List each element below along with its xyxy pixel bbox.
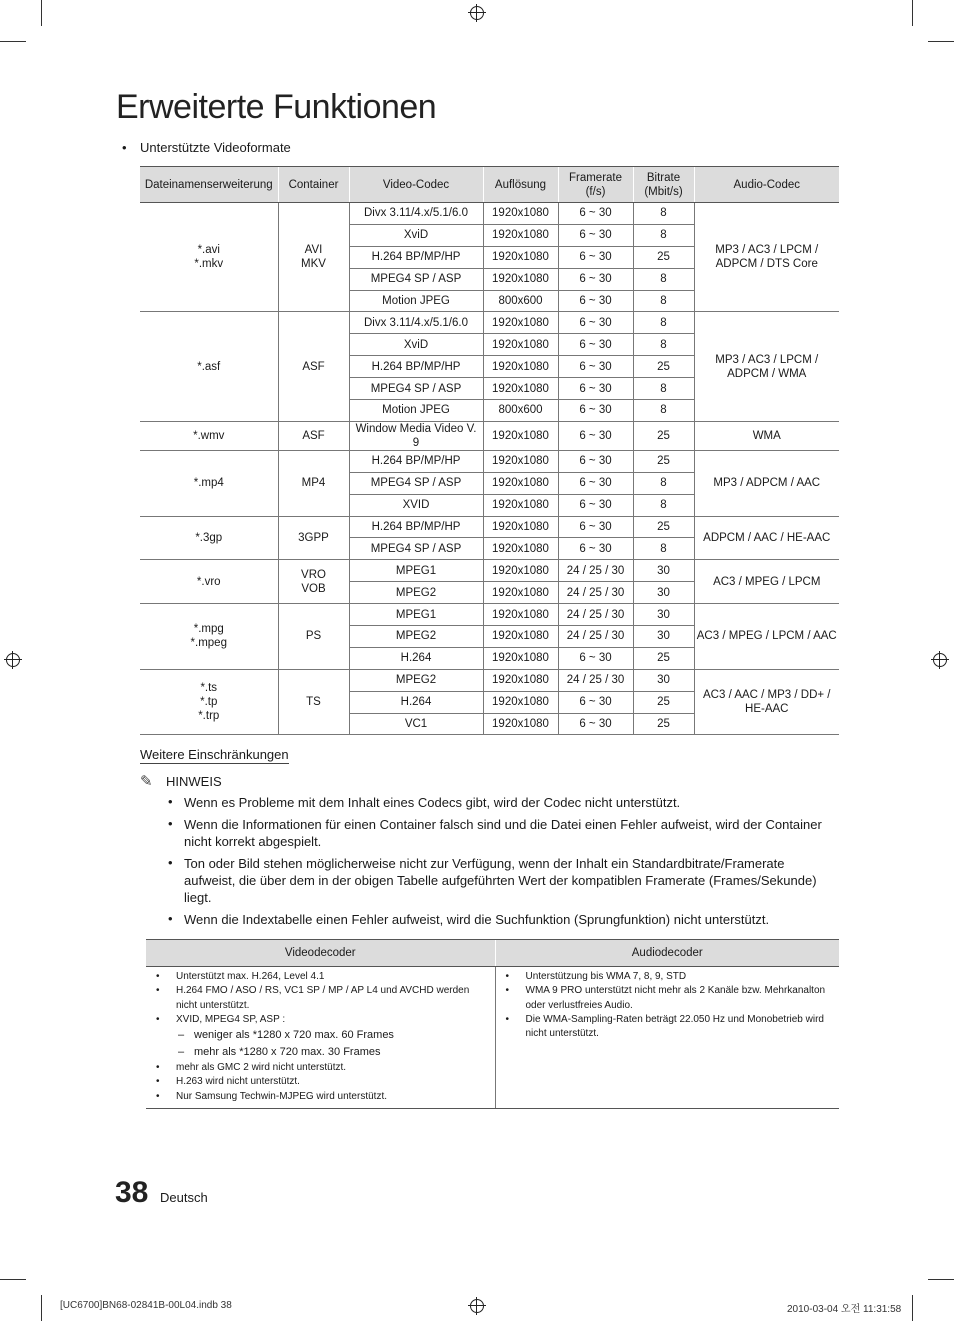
video-formats-table xyxy=(140,166,839,735)
bitrate-cell: 25 xyxy=(633,356,694,378)
audio-codec-cell: AC3 / MPEG / LPCM / AAC xyxy=(694,604,839,670)
decoder-list-item: • mehr als GMC 2 wird nicht unterstützt. xyxy=(150,1061,491,1075)
resolution-cell: 1920x1080 xyxy=(483,312,558,334)
restrictions-list xyxy=(168,794,833,933)
table-row xyxy=(140,203,839,225)
container-cell: 3GPP xyxy=(278,516,349,560)
video-codec-cell: MPEG2 xyxy=(349,582,483,604)
video-decoder-cell xyxy=(146,967,495,1109)
table-row xyxy=(140,450,839,472)
container-cell: MP4 xyxy=(278,450,349,516)
bitrate-cell: 8 xyxy=(633,203,694,225)
note-item: • Wenn es Probleme mit dem Inhalt eines Codecs gibt, wird der Codec nicht unterstützt. xyxy=(168,794,833,811)
resolution-cell: 1920x1080 xyxy=(483,494,558,516)
resolution-cell: 1920x1080 xyxy=(483,604,558,626)
resolution-cell: 1920x1080 xyxy=(483,582,558,604)
resolution-cell: 800x600 xyxy=(483,290,558,312)
bitrate-cell: 8 xyxy=(633,290,694,312)
video-codec-cell: H.264 BP/MP/HP xyxy=(349,450,483,472)
bitrate-cell: 25 xyxy=(633,450,694,472)
crop-mark-bottom-right-h xyxy=(928,1279,954,1280)
video-codec-cell: H.264 BP/MP/HP xyxy=(349,246,483,268)
section-heading-text: Unterstützte Videoformate xyxy=(140,140,291,155)
bitrate-cell: 30 xyxy=(633,582,694,604)
table-row xyxy=(140,516,839,538)
audio-codec-cell: MP3 / AC3 / LPCM / ADPCM / DTS Core xyxy=(694,203,839,312)
audio-decoder-header: Audiodecoder xyxy=(495,940,839,967)
video-codec-cell: Motion JPEG xyxy=(349,290,483,312)
bitrate-cell: 8 xyxy=(633,224,694,246)
container-cell: PS xyxy=(278,604,349,670)
audio-decoder-cell xyxy=(495,967,839,1109)
table-row xyxy=(140,560,839,582)
audio-codec-cell: AC3 / MPEG / LPCM xyxy=(694,560,839,604)
audio-codec-cell: ADPCM / AAC / HE-AAC xyxy=(694,516,839,560)
video-codec-cell: XviD xyxy=(349,224,483,246)
decoder-list-item: • Unterstützung bis WMA 7, 8, 9, STD xyxy=(500,970,836,984)
bitrate-cell: 8 xyxy=(633,268,694,290)
resolution-cell: 1920x1080 xyxy=(483,246,558,268)
column-header: Audio-Codec xyxy=(694,167,839,203)
framerate-cell: 6 ~ 30 xyxy=(558,224,633,246)
resolution-cell: 1920x1080 xyxy=(483,713,558,735)
extension-cell: *.asf xyxy=(140,312,278,421)
decoder-list-item: • H.263 wird nicht unterstützt. xyxy=(150,1075,491,1089)
resolution-cell: 800x600 xyxy=(483,400,558,422)
audio-codec-cell: MP3 / AC3 / LPCM / ADPCM / WMA xyxy=(694,312,839,421)
page-number: 38 xyxy=(115,1176,149,1209)
framerate-cell: 6 ~ 30 xyxy=(558,713,633,735)
resolution-cell: 1920x1080 xyxy=(483,647,558,669)
framerate-cell: 6 ~ 30 xyxy=(558,378,633,400)
note-item: • Wenn die Informationen für einen Container falsch sind und die Datei einen Fehler aufweist, wird der Container nicht korrekt abgespielt. xyxy=(168,816,833,850)
resolution-cell: 1920x1080 xyxy=(483,472,558,494)
resolution-cell: 1920x1080 xyxy=(483,334,558,356)
video-decoder-header: Videodecoder xyxy=(146,940,495,967)
container-cell: TS xyxy=(278,669,349,735)
video-codec-cell: H.264 xyxy=(349,691,483,713)
decoder-table xyxy=(146,939,839,1109)
crop-mark-top-left-v xyxy=(41,0,42,26)
video-codec-cell: Motion JPEG xyxy=(349,400,483,422)
framerate-cell: 24 / 25 / 30 xyxy=(558,669,633,691)
column-header: Video-Codec xyxy=(349,167,483,203)
resolution-cell: 1920x1080 xyxy=(483,669,558,691)
decoder-list-item: • WMA 9 PRO unterstützt nicht mehr als 2 Kanäle bzw. Mehrkanalton oder verlustfreies Audio. xyxy=(500,984,836,1013)
bitrate-cell: 25 xyxy=(633,713,694,735)
extension-cell: *.wmv xyxy=(140,421,278,450)
video-codec-cell: Window Media Video V. 9 xyxy=(349,421,483,450)
note-item: • Ton oder Bild stehen möglicherweise nicht zur Verfügung, wenn der Inhalt ein Standardbitrate/Framerate aufweist, die über dem in der obigen Tabelle aufgeführten Wert der kompatiblen Framerate (Frames/Sekunde) liegt. xyxy=(168,855,833,906)
bitrate-cell: 8 xyxy=(633,494,694,516)
framerate-cell: 6 ~ 30 xyxy=(558,290,633,312)
registration-mark-icon xyxy=(931,651,949,669)
video-codec-cell: MPEG1 xyxy=(349,560,483,582)
resolution-cell: 1920x1080 xyxy=(483,356,558,378)
crop-mark-top-left-h xyxy=(0,41,26,42)
framerate-cell: 6 ~ 30 xyxy=(558,334,633,356)
crop-mark-bottom-left-h xyxy=(0,1279,26,1280)
container-cell: ASF xyxy=(278,421,349,450)
section-heading xyxy=(122,140,291,155)
bitrate-cell: 8 xyxy=(633,538,694,560)
video-codec-cell: MPEG1 xyxy=(349,604,483,626)
video-codec-cell: XVID xyxy=(349,494,483,516)
decoder-list-item: • XVID, MPEG4 SP, ASP : xyxy=(150,1013,491,1027)
column-header: Container xyxy=(278,167,349,203)
framerate-cell: 6 ~ 30 xyxy=(558,312,633,334)
bitrate-cell: 30 xyxy=(633,560,694,582)
crop-mark-top-right-h xyxy=(928,41,954,42)
bitrate-cell: 30 xyxy=(633,604,694,626)
column-header: Dateinamenserweiterung xyxy=(140,167,278,203)
print-footer-file: [UC6700]BN68-02841B-00L04.indb 38 xyxy=(60,1300,232,1311)
decoder-list-item: – weniger als *1280 x 720 max. 60 Frames xyxy=(150,1027,491,1044)
video-codec-cell: MPEG4 SP / ASP xyxy=(349,472,483,494)
bitrate-cell: 8 xyxy=(633,472,694,494)
resolution-cell: 1920x1080 xyxy=(483,450,558,472)
audio-codec-cell: MP3 / ADPCM / AAC xyxy=(694,450,839,516)
audio-codec-cell: WMA xyxy=(694,421,839,450)
framerate-cell: 6 ~ 30 xyxy=(558,494,633,516)
resolution-cell: 1920x1080 xyxy=(483,560,558,582)
decoder-list-item: • Die WMA-Sampling-Raten beträgt 22.050 Hz und Monobetrieb wird nicht unterstützt. xyxy=(500,1013,836,1042)
container-cell: ASF xyxy=(278,312,349,421)
page-language: Deutsch xyxy=(160,1190,208,1205)
extension-cell: *.mp4 xyxy=(140,450,278,516)
video-codec-cell: VC1 xyxy=(349,713,483,735)
bullet-icon: • xyxy=(122,140,127,155)
resolution-cell: 1920x1080 xyxy=(483,224,558,246)
column-header: Framerate (f/s) xyxy=(558,167,633,203)
page-title: Erweiterte Funktionen xyxy=(116,88,437,126)
container-cell: VRO VOB xyxy=(278,560,349,604)
registration-mark-icon xyxy=(4,651,22,669)
decoder-list-item: • Unterstützt max. H.264, Level 4.1 xyxy=(150,970,491,984)
crop-mark-bottom-right-v xyxy=(912,1295,913,1321)
extension-cell: *.3gp xyxy=(140,516,278,560)
video-codec-cell: MPEG4 SP / ASP xyxy=(349,268,483,290)
resolution-cell: 1920x1080 xyxy=(483,691,558,713)
framerate-cell: 6 ~ 30 xyxy=(558,647,633,669)
framerate-cell: 24 / 25 / 30 xyxy=(558,604,633,626)
decoder-list-item: – mehr als *1280 x 720 max. 30 Frames xyxy=(150,1044,491,1061)
framerate-cell: 6 ~ 30 xyxy=(558,400,633,422)
video-codec-cell: MPEG4 SP / ASP xyxy=(349,538,483,560)
note-item: • Wenn die Indextabelle einen Fehler aufweist, wird die Suchfunktion (Sprungfunktion) nicht unterstützt. xyxy=(168,911,833,928)
video-codec-cell: H.264 BP/MP/HP xyxy=(349,356,483,378)
crop-mark-top-right-v xyxy=(912,0,913,26)
registration-mark-icon xyxy=(468,4,486,22)
bitrate-cell: 8 xyxy=(633,312,694,334)
framerate-cell: 6 ~ 30 xyxy=(558,203,633,225)
registration-mark-icon xyxy=(468,1297,486,1315)
extension-cell: *.vro xyxy=(140,560,278,604)
crop-mark-bottom-left-v xyxy=(41,1295,42,1321)
framerate-cell: 6 ~ 30 xyxy=(558,246,633,268)
extension-cell: *.mpg *.mpeg xyxy=(140,604,278,670)
note-heading xyxy=(140,772,222,790)
video-codec-cell: Divx 3.11/4.x/5.1/6.0 xyxy=(349,203,483,225)
framerate-cell: 6 ~ 30 xyxy=(558,472,633,494)
extension-cell: *.ts *.tp *.trp xyxy=(140,669,278,735)
table-row xyxy=(140,669,839,691)
bitrate-cell: 30 xyxy=(633,669,694,691)
bitrate-cell: 8 xyxy=(633,378,694,400)
framerate-cell: 24 / 25 / 30 xyxy=(558,582,633,604)
video-codec-cell: H.264 xyxy=(349,647,483,669)
table-row xyxy=(140,604,839,626)
bitrate-cell: 25 xyxy=(633,691,694,713)
restrictions-heading: Weitere Einschränkungen xyxy=(140,747,289,762)
bitrate-cell: 25 xyxy=(633,246,694,268)
resolution-cell: 1920x1080 xyxy=(483,203,558,225)
print-footer-date: 2010-03-04 오전 11:31:58 xyxy=(787,1304,902,1315)
column-header: Bitrate (Mbit/s) xyxy=(633,167,694,203)
video-codec-cell: MPEG4 SP / ASP xyxy=(349,378,483,400)
framerate-cell: 6 ~ 30 xyxy=(558,356,633,378)
framerate-cell: 6 ~ 30 xyxy=(558,450,633,472)
pencil-icon: ✎ xyxy=(140,773,153,790)
table-row xyxy=(140,421,839,450)
framerate-cell: 6 ~ 30 xyxy=(558,268,633,290)
video-codec-cell: H.264 BP/MP/HP xyxy=(349,516,483,538)
resolution-cell: 1920x1080 xyxy=(483,626,558,648)
bitrate-cell: 8 xyxy=(633,334,694,356)
container-cell: AVI MKV xyxy=(278,203,349,312)
resolution-cell: 1920x1080 xyxy=(483,268,558,290)
framerate-cell: 6 ~ 30 xyxy=(558,538,633,560)
decoder-list-item: • Nur Samsung Techwin-MJPEG wird unterstützt. xyxy=(150,1090,491,1104)
framerate-cell: 24 / 25 / 30 xyxy=(558,626,633,648)
column-header: Auflösung xyxy=(483,167,558,203)
bitrate-cell: 25 xyxy=(633,647,694,669)
resolution-cell: 1920x1080 xyxy=(483,421,558,450)
audio-codec-cell: AC3 / AAC / MP3 / DD+ / HE-AAC xyxy=(694,669,839,735)
bitrate-cell: 25 xyxy=(633,516,694,538)
resolution-cell: 1920x1080 xyxy=(483,378,558,400)
video-codec-cell: Divx 3.11/4.x/5.1/6.0 xyxy=(349,312,483,334)
resolution-cell: 1920x1080 xyxy=(483,516,558,538)
framerate-cell: 6 ~ 30 xyxy=(558,691,633,713)
bitrate-cell: 30 xyxy=(633,626,694,648)
resolution-cell: 1920x1080 xyxy=(483,538,558,560)
video-codec-cell: MPEG2 xyxy=(349,626,483,648)
decoder-list-item: • H.264 FMO / ASO / RS, VC1 SP / MP / AP L4 und AVCHD werden nicht unterstützt. xyxy=(150,984,491,1013)
video-codec-cell: XviD xyxy=(349,334,483,356)
framerate-cell: 24 / 25 / 30 xyxy=(558,560,633,582)
framerate-cell: 6 ~ 30 xyxy=(558,421,633,450)
table-row xyxy=(140,312,839,334)
note-label: HINWEIS xyxy=(166,774,222,789)
bitrate-cell: 25 xyxy=(633,421,694,450)
bitrate-cell: 8 xyxy=(633,400,694,422)
extension-cell: *.avi *.mkv xyxy=(140,203,278,312)
framerate-cell: 6 ~ 30 xyxy=(558,516,633,538)
video-codec-cell: MPEG2 xyxy=(349,669,483,691)
